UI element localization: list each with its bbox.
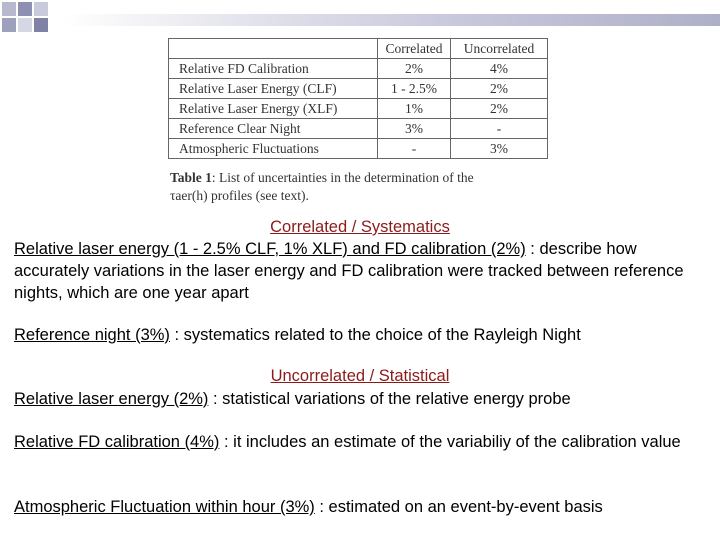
caption-label: Table 1 <box>170 170 212 185</box>
item-reference-night <box>14 324 704 346</box>
table-row <box>169 139 548 159</box>
table-cell-name: Relative FD Calibration <box>169 59 378 79</box>
table-cell-correlated: 2% <box>378 59 451 79</box>
table-row <box>169 99 548 119</box>
caption-text: : List of uncertainties in the determination of the <box>211 170 474 185</box>
item-atmospheric-fluctuation <box>14 496 704 518</box>
item-term: Relative FD calibration (4%) <box>14 433 220 451</box>
item-text: : estimated on an event-by-event basis <box>314 498 603 516</box>
table-header-correlated: Correlated <box>378 39 451 59</box>
table-cell-uncorrelated: - <box>451 119 548 139</box>
table-cell-correlated: 1 - 2.5% <box>378 79 451 99</box>
item-text: : systematics related to the choice of the Rayleigh Night <box>169 326 581 344</box>
uncertainty-table <box>168 38 548 159</box>
corner-decoration <box>0 0 60 40</box>
table-caption <box>170 169 510 205</box>
table-row <box>169 119 548 139</box>
table-cell-correlated: - <box>378 139 451 159</box>
table-header-uncorrelated: Uncorrelated <box>451 39 548 59</box>
item-text: : it includes an estimate of the variabiliy of the calibration value <box>219 433 681 451</box>
item-term: Atmospheric Fluctuation within hour (3%) <box>14 498 315 516</box>
table-header-row <box>169 39 548 59</box>
item-fd-calibration <box>14 431 704 453</box>
table-cell-correlated: 3% <box>378 119 451 139</box>
correlated-heading: Correlated / Systematics <box>270 218 450 236</box>
table-row <box>169 79 548 99</box>
item-laser-energy-statistical <box>14 388 704 410</box>
caption-line2: τaer(h) profiles (see text). <box>170 188 309 203</box>
item-text: : describe how accurately variations in the laser energy and FD calibration were tracked between reference nights, which are one year apart <box>14 240 684 302</box>
table-cell-uncorrelated: 3% <box>451 139 548 159</box>
table-cell-uncorrelated: 4% <box>451 59 548 79</box>
item-laser-energy-correlated <box>14 238 704 304</box>
item-term: Reference night (3%) <box>14 326 170 344</box>
table-cell-uncorrelated: 2% <box>451 79 548 99</box>
item-term: Relative laser energy (1 - 2.5% CLF, 1% XLF) and FD calibration (2%) <box>14 240 526 258</box>
table-cell-name: Reference Clear Night <box>169 119 378 139</box>
table-row <box>169 59 548 79</box>
item-term: Relative laser energy (2%) <box>14 390 209 408</box>
uncorrelated-heading: Uncorrelated / Statistical <box>270 367 450 385</box>
table-header-blank <box>169 39 378 59</box>
table-cell-correlated: 1% <box>378 99 451 119</box>
table-cell-name: Relative Laser Energy (XLF) <box>169 99 378 119</box>
item-text: : statistical variations of the relative energy probe <box>208 390 571 408</box>
table-cell-uncorrelated: 2% <box>451 99 548 119</box>
table-cell-name: Relative Laser Energy (CLF) <box>169 79 378 99</box>
table-cell-name: Atmospheric Fluctuations <box>169 139 378 159</box>
header-gradient-bar <box>62 14 720 26</box>
